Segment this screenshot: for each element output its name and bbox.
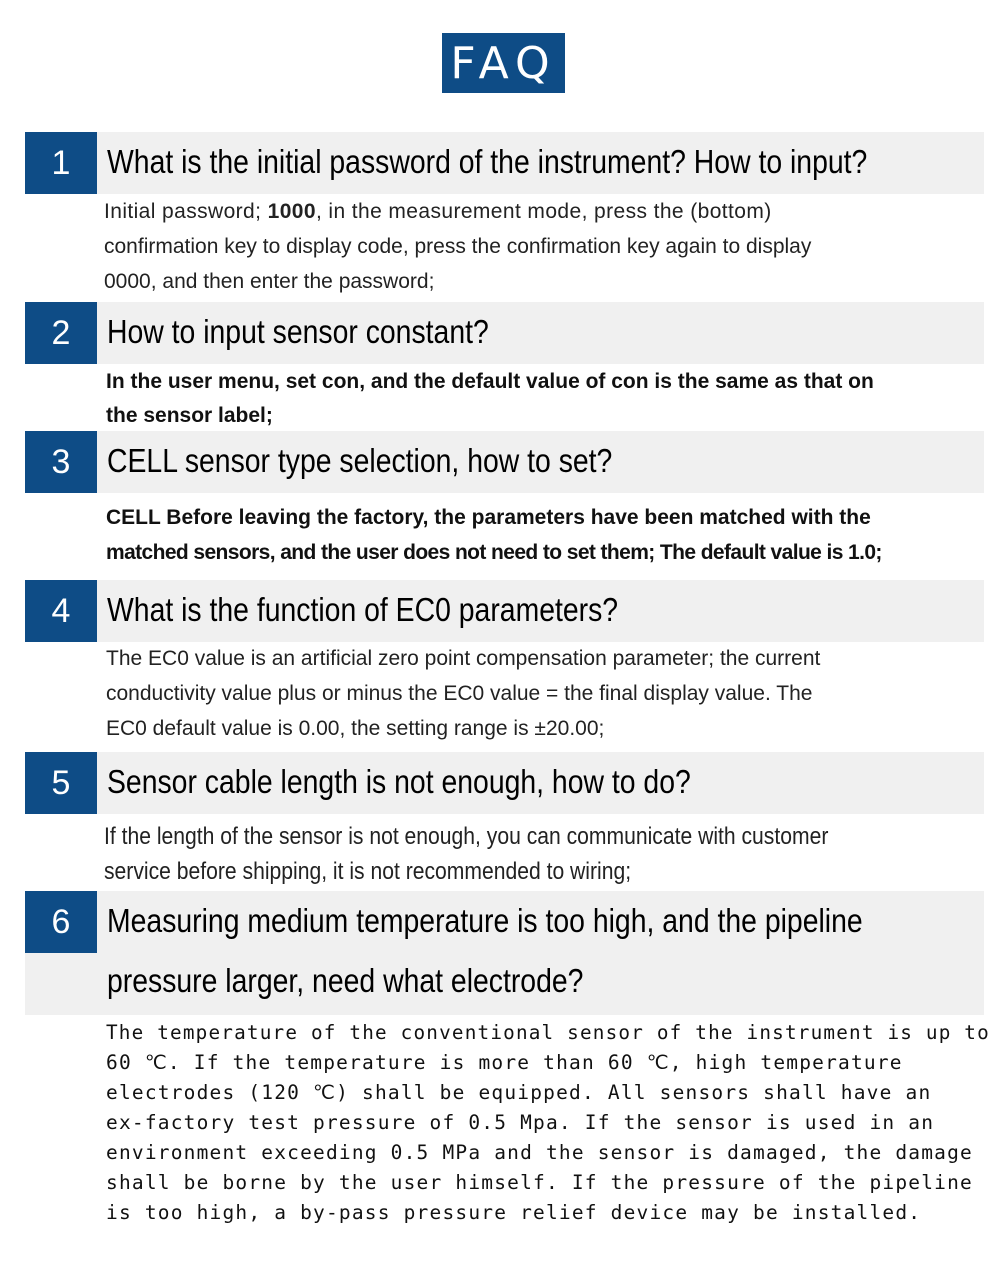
faq-question-1 bbox=[25, 132, 984, 194]
answer-5-line-1: If the length of the sensor is not enough, you can communicate with customer bbox=[104, 823, 829, 850]
question-text-4: What is the function of EC0 parameters? bbox=[107, 591, 619, 628]
answer-1-password: 1000 bbox=[267, 200, 316, 223]
question-number-5: 5 bbox=[25, 752, 97, 814]
question-text-3: CELL sensor type selection, how to set? bbox=[107, 442, 613, 479]
answer-6-line-5: environment exceeding 0.5 MPa and the sensor is damaged, the damage bbox=[106, 1141, 973, 1164]
question-text-1: What is the initial password of the instrument? How to input? bbox=[107, 143, 868, 180]
question-number-4: 4 bbox=[25, 580, 97, 642]
answer-1-line-2: confirmation key to display code, press the confirmation key again to display bbox=[104, 235, 812, 258]
question-text-6-line-2: pressure larger, need what electrode? bbox=[107, 962, 584, 999]
question-number-6: 6 bbox=[25, 891, 97, 953]
answer-6-line-7: is too high, a by-pass pressure relief device may be installed. bbox=[106, 1201, 922, 1224]
question-text-6-line-1: Measuring medium temperature is too high, and the pipeline bbox=[107, 902, 863, 939]
faq-title: FAQ bbox=[450, 37, 557, 89]
faq-question-6 bbox=[25, 891, 984, 1015]
answer-6-line-2: 60 ℃. If the temperature is more than 60 ℃, high temperature bbox=[106, 1051, 903, 1074]
question-number-2: 2 bbox=[25, 302, 97, 364]
answer-3-line-2: matched sensors, and the user does not need to set them; The default value is 1.0; bbox=[106, 541, 882, 564]
answer-3-line-1: CELL Before leaving the factory, the parameters have been matched with the bbox=[106, 506, 871, 529]
question-number-1: 1 bbox=[25, 132, 97, 194]
answer-2-line-1: In the user menu, set con, and the default value of con is the same as that on bbox=[106, 370, 874, 393]
question-text-2: How to input sensor constant? bbox=[107, 313, 489, 350]
answer-6-line-1: The temperature of the conventional sensor of the instrument is up to bbox=[106, 1021, 990, 1044]
question-text-5: Sensor cable length is not enough, how to do? bbox=[107, 763, 691, 800]
faq-question-4 bbox=[25, 580, 984, 642]
answer-4-line-1: The EC0 value is an artificial zero point compensation parameter; the current bbox=[106, 647, 821, 670]
answer-4-line-2: conductivity value plus or minus the EC0 value = the final display value. The bbox=[106, 682, 813, 705]
answer-6-line-3: electrodes (120 ℃) shall be equipped. All sensors shall have an bbox=[106, 1081, 932, 1104]
answer-2-line-2: the sensor label; bbox=[106, 404, 273, 427]
faq-title-badge bbox=[442, 33, 565, 93]
answer-6-line-4: ex-factory test pressure of 0.5 Mpa. If the sensor is used in an bbox=[106, 1111, 935, 1134]
faq-question-3 bbox=[25, 431, 984, 493]
answer-1-line-3: 0000, and then enter the password; bbox=[104, 270, 435, 293]
question-number-3: 3 bbox=[25, 431, 97, 493]
answer-1-line-1: Initial password; 1000, in the measurement mode, press the (bottom) bbox=[104, 200, 772, 223]
answer-4-line-3: EC0 default value is 0.00, the setting range is ±20.00; bbox=[106, 717, 605, 740]
faq-question-2 bbox=[25, 302, 984, 364]
faq-question-5 bbox=[25, 752, 984, 814]
answer-5-line-2: service before shipping, it is not recommended to wiring; bbox=[104, 858, 632, 885]
answer-6-line-6: shall be borne by the user himself. If the pressure of the pipeline bbox=[106, 1171, 973, 1194]
